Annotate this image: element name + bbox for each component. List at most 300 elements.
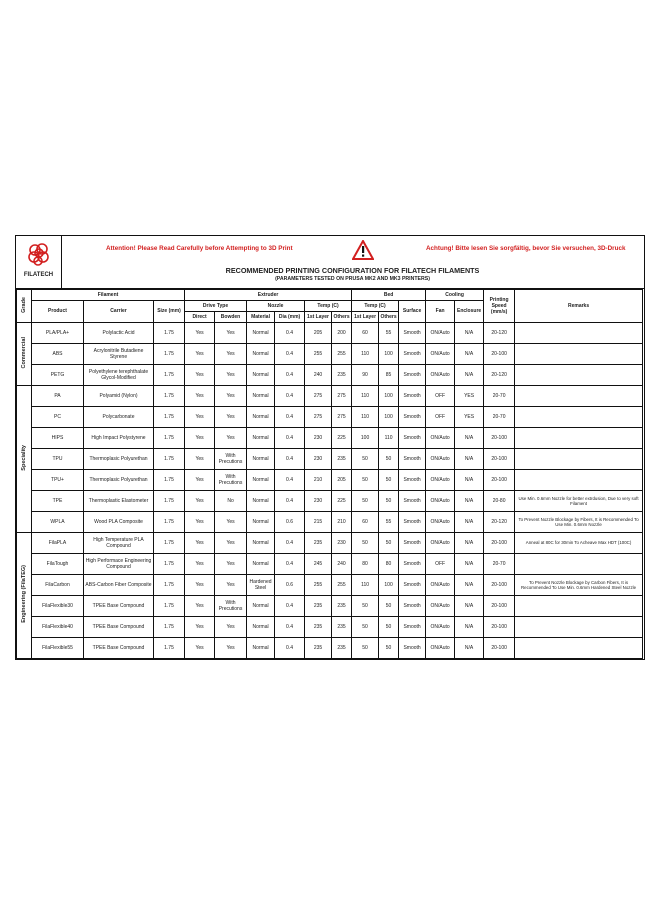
- cell-nozzle-material: Normal: [247, 596, 275, 617]
- cell-surface: Smooth: [399, 575, 426, 596]
- cell-bed-first-layer: 60: [352, 323, 379, 344]
- cell-speed: 20-70: [484, 554, 515, 575]
- cell-nozzle-dia: 0.4: [275, 323, 305, 344]
- table-row: [17, 470, 643, 491]
- cell-direct: Yes: [185, 365, 215, 386]
- cell-remarks: [515, 407, 643, 428]
- cell-carrier: Thermoplasic Polyurethan: [84, 470, 154, 491]
- cell-speed: 20-100: [484, 470, 515, 491]
- cell-temp-first-layer: 230: [305, 491, 332, 512]
- table-row: [17, 512, 643, 533]
- cell-temp-first-layer: 230: [305, 449, 332, 470]
- cell-speed: 20-120: [484, 365, 515, 386]
- cell-direct: Yes: [185, 596, 215, 617]
- cell-bed-others: 55: [379, 512, 399, 533]
- cell-bed-others: 50: [379, 638, 399, 659]
- cell-bowden: Yes: [215, 323, 247, 344]
- cell-bed-first-layer: 50: [352, 533, 379, 554]
- table-row: [17, 554, 643, 575]
- header-bowden: Bowden: [215, 312, 247, 323]
- cell-temp-first-layer: 235: [305, 617, 332, 638]
- cell-bed-first-layer: 80: [352, 554, 379, 575]
- cell-bowden: Yes: [215, 575, 247, 596]
- header-direct: Direct: [185, 312, 215, 323]
- cell-temp-others: 240: [332, 554, 352, 575]
- cell-bed-others: 50: [379, 617, 399, 638]
- cell-enclosure: N/A: [455, 449, 484, 470]
- cell-nozzle-material: Normal: [247, 554, 275, 575]
- cell-size: 1.75: [154, 596, 185, 617]
- header-bed-temp: Temp (C): [352, 301, 399, 312]
- table-row: [17, 491, 643, 512]
- cell-size: 1.75: [154, 323, 185, 344]
- header-speed: Printing Speed (mm/s): [484, 290, 515, 323]
- config-table: [16, 289, 643, 659]
- cell-nozzle-material: Normal: [247, 344, 275, 365]
- cell-fan: OFF: [426, 554, 455, 575]
- cell-temp-others: 210: [332, 512, 352, 533]
- cell-bed-first-layer: 50: [352, 638, 379, 659]
- cell-temp-first-layer: 275: [305, 407, 332, 428]
- cell-enclosure: N/A: [455, 428, 484, 449]
- cell-speed: 20-100: [484, 596, 515, 617]
- cell-product: FilaPLA: [32, 533, 84, 554]
- cell-bed-first-layer: 60: [352, 512, 379, 533]
- cell-speed: 20-100: [484, 638, 515, 659]
- cell-speed: 20-70: [484, 407, 515, 428]
- cell-fan: ON/Auto: [426, 596, 455, 617]
- cell-temp-first-layer: 275: [305, 386, 332, 407]
- cell-size: 1.75: [154, 638, 185, 659]
- cell-nozzle-dia: 0.4: [275, 491, 305, 512]
- sheet-header: [16, 236, 644, 289]
- cell-fan: ON/Auto: [426, 449, 455, 470]
- cell-size: 1.75: [154, 533, 185, 554]
- cell-direct: Yes: [185, 386, 215, 407]
- cell-carrier: Polyamid (Nylon): [84, 386, 154, 407]
- cell-bowden: Yes: [215, 554, 247, 575]
- cell-direct: Yes: [185, 470, 215, 491]
- cell-bowden: Yes: [215, 344, 247, 365]
- cell-remarks: Anneal at 80C for 30min To Acheave Max HDT (100C): [515, 533, 643, 554]
- filament-tangle-icon: [25, 240, 53, 268]
- cell-size: 1.75: [154, 386, 185, 407]
- header-size: Size (mm): [154, 301, 185, 323]
- cell-bed-others: 55: [379, 323, 399, 344]
- cell-carrier: Acrylonitrile Butadiene Styrene: [84, 344, 154, 365]
- cell-direct: Yes: [185, 638, 215, 659]
- grade-cell: [17, 323, 32, 386]
- table-body: [17, 323, 643, 659]
- cell-remarks: To Prevent Nozzle Blockage by Carbon Fibers, It is Recommended To Use Min. 0.6mm Hardened Steel Nozzle: [515, 575, 643, 596]
- cell-nozzle-dia: 0.4: [275, 596, 305, 617]
- cell-direct: Yes: [185, 575, 215, 596]
- cell-bowden: Yes: [215, 407, 247, 428]
- cell-temp-first-layer: 235: [305, 596, 332, 617]
- cell-product: TPU: [32, 449, 84, 470]
- cell-fan: ON/Auto: [426, 323, 455, 344]
- table-row: [17, 533, 643, 554]
- cell-temp-others: 230: [332, 533, 352, 554]
- cell-carrier: Thermoplasic Polyurethan: [84, 449, 154, 470]
- table-row: [17, 386, 643, 407]
- cell-nozzle-dia: 0.4: [275, 638, 305, 659]
- cell-remarks: [515, 617, 643, 638]
- cell-speed: 20-70: [484, 386, 515, 407]
- brand-name: FILATECH: [23, 272, 54, 278]
- cell-nozzle-material: Normal: [247, 365, 275, 386]
- cell-temp-others: 200: [332, 323, 352, 344]
- cell-product: PLA/PLA+: [32, 323, 84, 344]
- cell-enclosure: N/A: [455, 470, 484, 491]
- cell-product: FilaFlexible40: [32, 617, 84, 638]
- cell-product: PA: [32, 386, 84, 407]
- cell-bowden: Yes: [215, 365, 247, 386]
- cell-direct: Yes: [185, 554, 215, 575]
- cell-surface: Smooth: [399, 365, 426, 386]
- warning-triangle-icon: [352, 240, 374, 260]
- cell-carrier: Wood PLA Composite: [84, 512, 154, 533]
- cell-bed-others: 50: [379, 533, 399, 554]
- header-product: Product: [32, 301, 84, 323]
- cell-direct: Yes: [185, 344, 215, 365]
- cell-fan: ON/Auto: [426, 512, 455, 533]
- cell-remarks: Use Min. 0.6mm Nozzle for better extrdusion, Due to very soft Filament: [515, 491, 643, 512]
- cell-product: TPE: [32, 491, 84, 512]
- table-row: [17, 365, 643, 386]
- cell-fan: ON/Auto: [426, 428, 455, 449]
- cell-surface: Smooth: [399, 428, 426, 449]
- cell-fan: ON/Auto: [426, 470, 455, 491]
- cell-nozzle-dia: 0.4: [275, 344, 305, 365]
- cell-nozzle-material: Normal: [247, 533, 275, 554]
- cell-bowden: Yes: [215, 512, 247, 533]
- cell-size: 1.75: [154, 617, 185, 638]
- cell-direct: Yes: [185, 533, 215, 554]
- cell-carrier: Polycarbonate: [84, 407, 154, 428]
- cell-enclosure: YES: [455, 407, 484, 428]
- cell-product: FilaTough: [32, 554, 84, 575]
- cell-speed: 20-100: [484, 428, 515, 449]
- cell-surface: Smooth: [399, 596, 426, 617]
- header-fan: Fan: [426, 301, 455, 323]
- cell-nozzle-dia: 0.4: [275, 617, 305, 638]
- cell-temp-others: 255: [332, 344, 352, 365]
- cell-enclosure: N/A: [455, 638, 484, 659]
- cell-temp-others: 275: [332, 386, 352, 407]
- cell-bed-first-layer: 110: [352, 386, 379, 407]
- cell-size: 1.75: [154, 428, 185, 449]
- cell-temp-others: 235: [332, 617, 352, 638]
- cell-bed-first-layer: 50: [352, 470, 379, 491]
- cell-nozzle-material: Normal: [247, 323, 275, 344]
- cell-remarks: [515, 449, 643, 470]
- header-surface: Surface: [399, 301, 426, 323]
- cell-carrier: ABS-Carbon Fiber Composite: [84, 575, 154, 596]
- cell-size: 1.75: [154, 575, 185, 596]
- cell-speed: 20-120: [484, 323, 515, 344]
- header-material: Material: [247, 312, 275, 323]
- cell-carrier: Thermoplastic Elastometer: [84, 491, 154, 512]
- cell-carrier: Polyethylene terephthalate Glycol-Modified: [84, 365, 154, 386]
- cell-bowden: Yes: [215, 638, 247, 659]
- cell-fan: ON/Auto: [426, 575, 455, 596]
- cell-fan: ON/Auto: [426, 638, 455, 659]
- cell-bed-others: 100: [379, 344, 399, 365]
- header-cooling: Cooling: [426, 290, 484, 301]
- cell-temp-others: 235: [332, 638, 352, 659]
- header-drive-type: Drive Type: [185, 301, 247, 312]
- cell-bed-first-layer: 110: [352, 344, 379, 365]
- warning-english: Attention! Please Read Carefully before Attempting to 3D Print: [106, 245, 293, 252]
- cell-nozzle-dia: 0.6: [275, 575, 305, 596]
- grade-label: Engineering (FilaTEG): [20, 565, 27, 624]
- header-remarks: Remarks: [515, 290, 643, 323]
- cell-temp-first-layer: 245: [305, 554, 332, 575]
- cell-bed-first-layer: 90: [352, 365, 379, 386]
- cell-product: HIPS: [32, 428, 84, 449]
- cell-fan: ON/Auto: [426, 617, 455, 638]
- cell-remarks: [515, 554, 643, 575]
- cell-size: 1.75: [154, 407, 185, 428]
- cell-nozzle-dia: 0.4: [275, 428, 305, 449]
- cell-remarks: To Prevent Nozzle Blockage by Fibers, It is Recommended To Use Min. 0.6mm Nozzle: [515, 512, 643, 533]
- cell-bowden: Yes: [215, 533, 247, 554]
- cell-speed: 20-100: [484, 344, 515, 365]
- cell-temp-others: 235: [332, 365, 352, 386]
- table-row: [17, 344, 643, 365]
- table-row: [17, 449, 643, 470]
- cell-carrier: High Performace Engineering Compound: [84, 554, 154, 575]
- cell-fan: ON/Auto: [426, 491, 455, 512]
- cell-fan: ON/Auto: [426, 533, 455, 554]
- cell-remarks: [515, 386, 643, 407]
- cell-temp-others: 235: [332, 596, 352, 617]
- cell-temp-others: 255: [332, 575, 352, 596]
- cell-bed-first-layer: 110: [352, 575, 379, 596]
- header-bed-others: Others: [379, 312, 399, 323]
- table-row: [17, 596, 643, 617]
- cell-enclosure: N/A: [455, 323, 484, 344]
- cell-temp-others: 205: [332, 470, 352, 491]
- cell-bowden: Yes: [215, 617, 247, 638]
- cell-product: FilaFlexible30: [32, 596, 84, 617]
- cell-nozzle-dia: 0.4: [275, 386, 305, 407]
- header-first-layer: 1st Layer: [305, 312, 332, 323]
- cell-product: TPU+: [32, 470, 84, 491]
- header-grade: Grade: [17, 290, 32, 323]
- cell-direct: Yes: [185, 428, 215, 449]
- filatech-logo: [16, 236, 62, 288]
- cell-nozzle-material: Normal: [247, 386, 275, 407]
- table-row: [17, 617, 643, 638]
- cell-temp-first-layer: 240: [305, 365, 332, 386]
- cell-bowden: No: [215, 491, 247, 512]
- header-extruder: Extruder: [185, 290, 352, 301]
- cell-enclosure: N/A: [455, 617, 484, 638]
- cell-speed: 20-100: [484, 575, 515, 596]
- cell-surface: Smooth: [399, 449, 426, 470]
- cell-remarks: [515, 638, 643, 659]
- cell-temp-first-layer: 215: [305, 512, 332, 533]
- cell-temp-others: 235: [332, 449, 352, 470]
- table-row: [17, 638, 643, 659]
- cell-product: FilaFlexible55: [32, 638, 84, 659]
- table-row: [17, 323, 643, 344]
- cell-enclosure: YES: [455, 386, 484, 407]
- cell-carrier: Polylactic Acid: [84, 323, 154, 344]
- cell-bowden: With Precutions: [215, 596, 247, 617]
- cell-direct: Yes: [185, 512, 215, 533]
- cell-nozzle-dia: 0.4: [275, 533, 305, 554]
- cell-remarks: [515, 323, 643, 344]
- cell-nozzle-material: Normal: [247, 638, 275, 659]
- cell-carrier: TPEE Base Compound: [84, 638, 154, 659]
- cell-nozzle-dia: 0.4: [275, 365, 305, 386]
- cell-temp-others: 225: [332, 428, 352, 449]
- cell-direct: Yes: [185, 323, 215, 344]
- cell-nozzle-dia: 0.6: [275, 512, 305, 533]
- cell-enclosure: N/A: [455, 575, 484, 596]
- cell-enclosure: N/A: [455, 596, 484, 617]
- cell-bowden: Yes: [215, 386, 247, 407]
- cell-bowden: Yes: [215, 428, 247, 449]
- cell-enclosure: N/A: [455, 491, 484, 512]
- cell-enclosure: N/A: [455, 365, 484, 386]
- cell-bed-first-layer: 50: [352, 617, 379, 638]
- cell-nozzle-material: Normal: [247, 470, 275, 491]
- cell-nozzle-material: Normal: [247, 512, 275, 533]
- cell-bed-first-layer: 110: [352, 407, 379, 428]
- cell-surface: Smooth: [399, 407, 426, 428]
- cell-fan: OFF: [426, 386, 455, 407]
- cell-bed-others: 100: [379, 407, 399, 428]
- cell-fan: OFF: [426, 407, 455, 428]
- cell-remarks: [515, 428, 643, 449]
- cell-fan: ON/Auto: [426, 365, 455, 386]
- cell-nozzle-material: Normal: [247, 617, 275, 638]
- cell-product: PETG: [32, 365, 84, 386]
- cell-size: 1.75: [154, 470, 185, 491]
- cell-bed-first-layer: 50: [352, 596, 379, 617]
- cell-nozzle-material: Normal: [247, 449, 275, 470]
- cell-temp-others: 275: [332, 407, 352, 428]
- cell-carrier: High Impact Polystyrene: [84, 428, 154, 449]
- cell-direct: Yes: [185, 617, 215, 638]
- header-others: Others: [332, 312, 352, 323]
- grade-label: Commercial: [20, 337, 27, 369]
- cell-direct: Yes: [185, 407, 215, 428]
- cell-surface: Smooth: [399, 617, 426, 638]
- cell-bed-others: 50: [379, 470, 399, 491]
- cell-temp-first-layer: 230: [305, 428, 332, 449]
- cell-surface: Smooth: [399, 491, 426, 512]
- cell-direct: Yes: [185, 449, 215, 470]
- cell-product: ABS: [32, 344, 84, 365]
- cell-speed: 20-120: [484, 512, 515, 533]
- cell-carrier: High Temperature PLA Compound: [84, 533, 154, 554]
- cell-temp-first-layer: 255: [305, 575, 332, 596]
- cell-temp-first-layer: 235: [305, 533, 332, 554]
- cell-enclosure: N/A: [455, 554, 484, 575]
- cell-bed-first-layer: 100: [352, 428, 379, 449]
- cell-carrier: TPEE Base Compound: [84, 617, 154, 638]
- grade-cell: [17, 386, 32, 533]
- cell-direct: Yes: [185, 491, 215, 512]
- cell-nozzle-material: Normal: [247, 407, 275, 428]
- cell-bed-others: 110: [379, 428, 399, 449]
- cell-nozzle-dia: 0.4: [275, 470, 305, 491]
- cell-enclosure: N/A: [455, 512, 484, 533]
- cell-carrier: TPEE Base Compound: [84, 596, 154, 617]
- cell-bowden: With Precutions: [215, 449, 247, 470]
- cell-size: 1.75: [154, 344, 185, 365]
- cell-enclosure: N/A: [455, 533, 484, 554]
- cell-nozzle-dia: 0.4: [275, 449, 305, 470]
- header-nozzle: Nozzle: [247, 301, 305, 312]
- table-row: [17, 428, 643, 449]
- cell-surface: Smooth: [399, 533, 426, 554]
- cell-bed-first-layer: 50: [352, 491, 379, 512]
- cell-bed-first-layer: 50: [352, 449, 379, 470]
- cell-surface: Smooth: [399, 638, 426, 659]
- cell-product: PC: [32, 407, 84, 428]
- cell-size: 1.75: [154, 491, 185, 512]
- cell-surface: Smooth: [399, 470, 426, 491]
- cell-remarks: [515, 365, 643, 386]
- cell-product: FilaCarbon: [32, 575, 84, 596]
- cell-bed-others: 80: [379, 554, 399, 575]
- cell-nozzle-material: Normal: [247, 428, 275, 449]
- cell-temp-first-layer: 205: [305, 323, 332, 344]
- header-enclosure: Enclosure: [455, 301, 484, 323]
- cell-nozzle-material: Hardened Steel: [247, 575, 275, 596]
- table-row: [17, 575, 643, 596]
- cell-temp-first-layer: 235: [305, 638, 332, 659]
- cell-speed: 20-100: [484, 617, 515, 638]
- page-subtitle: (PARAMETERS TESTED ON PRUSA MK2 AND MK3 PRINTERS): [275, 276, 430, 282]
- cell-surface: Smooth: [399, 344, 426, 365]
- header-bed: Bed: [352, 290, 426, 301]
- cell-bed-others: 100: [379, 575, 399, 596]
- filament-config-sheet: [15, 235, 645, 660]
- page-title: RECOMMENDED PRINTING CONFIGURATION FOR FILATECH FILAMENTS: [225, 266, 480, 275]
- cell-bed-others: 100: [379, 386, 399, 407]
- cell-speed: 20-100: [484, 449, 515, 470]
- cell-remarks: [515, 344, 643, 365]
- cell-bed-others: 85: [379, 365, 399, 386]
- cell-speed: 20-100: [484, 533, 515, 554]
- cell-bed-others: 50: [379, 491, 399, 512]
- header-extruder-temp: Temp (C): [305, 301, 352, 312]
- cell-remarks: [515, 470, 643, 491]
- cell-temp-first-layer: 255: [305, 344, 332, 365]
- table-row: [17, 407, 643, 428]
- header-filament: Filament: [32, 290, 185, 301]
- cell-size: 1.75: [154, 449, 185, 470]
- cell-temp-first-layer: 210: [305, 470, 332, 491]
- cell-size: 1.75: [154, 365, 185, 386]
- cell-enclosure: N/A: [455, 344, 484, 365]
- cell-size: 1.75: [154, 512, 185, 533]
- grade-label: Speciality: [20, 445, 27, 471]
- cell-speed: 20-80: [484, 491, 515, 512]
- cell-size: 1.75: [154, 554, 185, 575]
- cell-surface: Smooth: [399, 323, 426, 344]
- cell-product: WPLA: [32, 512, 84, 533]
- cell-nozzle-dia: 0.4: [275, 407, 305, 428]
- grade-cell: [17, 533, 32, 659]
